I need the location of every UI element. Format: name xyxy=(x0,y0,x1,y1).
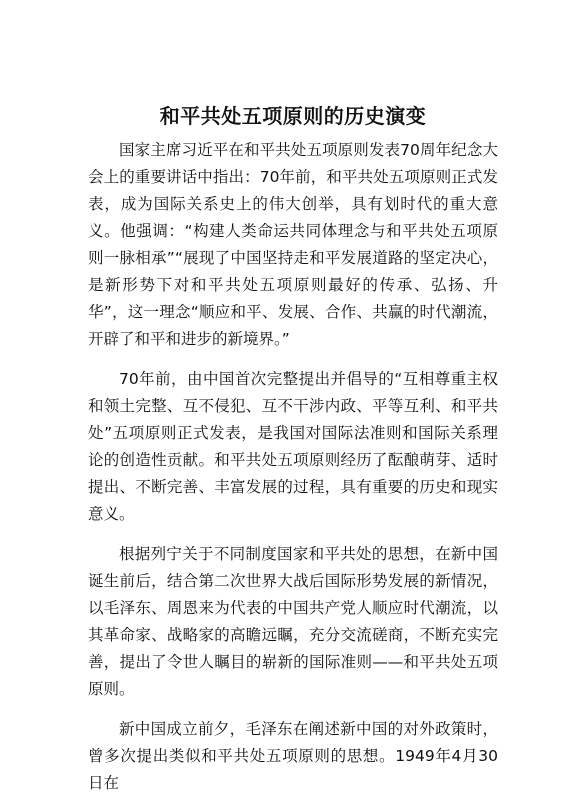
document-body xyxy=(88,137,498,810)
paragraph-4: 新中国成立前夕，毛泽东在阐述新中国的对外政策时，曾多次提出类似和平共处五项原则的思想。1949年4月30日在 xyxy=(88,720,498,792)
document-title: 和平共处五项原则的历史演变 xyxy=(159,104,427,128)
paragraph-1: 国家主席习近平在和平共处五项原则发表70周年纪念大会上的重要讲话中指出：70年前，和平共处五项原则正式发表，成为国际关系史上的伟大创举，具有划时代的重大意义。他强调：“构建人类命运共同体理念与和平共处五项原则一脉相承”“展现了中国坚持走和平发展道路的坚定决心，是新形势下对和平共处五项原则最好的传承、弘扬、升华”，这一理念“顺应和平、发展、合作、共赢的时代潮流，开辟了和平和进步的新境界。” xyxy=(88,141,498,348)
paragraph-3: 根据列宁关于不同制度国家和平共处的思想，在新中国诞生前后，结合第二次世界大战后国际形势发展的新情况，以毛泽东、周恩来为代表的中国共产党人顺应时代潮流，以其革命家、战略家的高瞻远瞩，充分交流磋商，不断充实完善，提出了令世人瞩目的崭新的国际准则——和平共处五项原则。 xyxy=(88,545,498,698)
paragraph-2: 70年前，由中国首次完整提出并倡导的“互相尊重主权和领土完整、互不侵犯、互不干涉内政、平等互利、和平共处”五项原则正式发表，是我国对国际法准则和国际关系理论的创造性贡献。和平共处五项原则经历了酝酿萌芽、适时提出、不断完善、丰富发展的过程，具有重要的历史和现实意义。 xyxy=(88,370,498,523)
